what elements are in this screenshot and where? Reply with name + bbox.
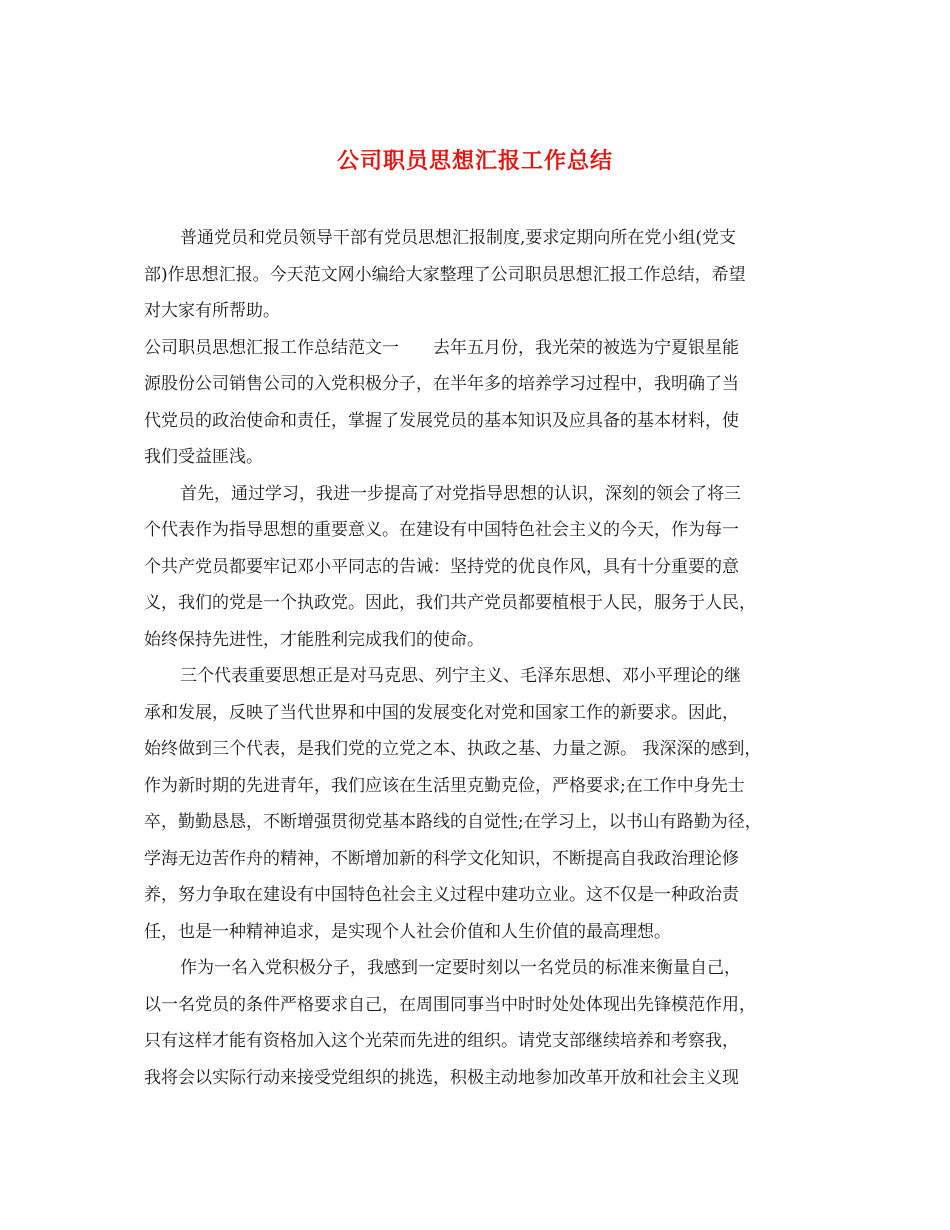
text-line: 我们受益匪浅。 bbox=[144, 447, 263, 467]
text-line: 承和发展，反映了当代世界和中国的发展变化对党和国家工作的新要求。因此， bbox=[144, 702, 739, 723]
text-line: 作为一名入党积极分子，我感到一定要时刻以一名党员的标准来衡量自己， bbox=[180, 958, 741, 978]
text-line: 首先，通过学习，我进一步提高了对党指导思想的认识，深刻的领会了将三 bbox=[180, 483, 741, 504]
text-line: 始终做到三个代表，是我们党的立党之本、执政之基、力量之源。 我深深的感到， bbox=[144, 739, 762, 759]
text-line: 源股份公司销售公司的入党积极分子，在半年多的培养学习过程中，我明确了当 bbox=[144, 374, 739, 394]
text-line: 我将会以实际行动来接受党组织的挑选，积极主动地参加改革开放和社会主义现 bbox=[144, 1067, 739, 1088]
text-line: 学海无边苦作舟的精神，不断增加新的科学文化知识，不断提高自我政治理论修 bbox=[144, 848, 739, 869]
text-line: 对大家有所帮助。 bbox=[144, 301, 280, 321]
text-line: 义，我们的党是一个执政党。因此，我们共产党员都要植根于人民，服务于人民， bbox=[144, 593, 756, 613]
text-line: 代党员的政治使命和责任，掌握了发展党员的基本知识及应具备的基本材料，使 bbox=[144, 410, 739, 431]
text-line: 作为新时期的先进青年，我们应该在生活里克勤克俭，严格要求;在工作中身先士 bbox=[144, 775, 745, 796]
text-line: 养，努力争取在建设有中国特色社会主义过程中建功立业。这不仅是一种政治责 bbox=[144, 885, 739, 905]
text-line: 个代表作为指导思想的重要意义。在建设有中国特色社会主义的今天，作为每一 bbox=[144, 520, 739, 540]
document-body bbox=[144, 220, 809, 1096]
text-line: 三个代表重要思想正是对马克思、列宁主义、毛泽东思想、邓小平理论的继 bbox=[180, 666, 741, 686]
text-line: 部)作思想汇报。今天范文网小编给大家整理了公司职员思想汇报工作总结，希望 bbox=[144, 264, 746, 285]
text-line: 个共产党员都要牢记邓小平同志的告诫：坚持党的优良作风，具有十分重要的意 bbox=[144, 556, 739, 577]
text-line: 只有这样才能有资格加入这个光荣而先进的组织。请党支部继续培养和考察我， bbox=[144, 1031, 739, 1051]
text-line: 卒，勤勤恳恳，不断增强贯彻党基本路线的自觉性;在学习上，以书山有路勤为径， bbox=[144, 812, 762, 832]
text-line: 始终保持先进性，才能胜利完成我们的使命。 bbox=[144, 629, 484, 650]
document-title: 公司职员思想汇报工作总结 bbox=[336, 148, 613, 174]
text-line: 普通党员和党员领导干部有党员思想汇报制度,要求定期向所在党小组(党支 bbox=[180, 228, 737, 248]
text-line: 以一名党员的条件严格要求自己，在周围同事当中时时处处体现出先锋模范作用， bbox=[144, 994, 756, 1015]
text-line: 任，也是一种精神追求，是实现个人社会价值和人生价值的最高理想。 bbox=[144, 921, 671, 942]
text-line: 公司职员思想汇报工作总结范文一 去年五月份，我光荣的被选为宁夏银星能 bbox=[144, 337, 739, 358]
